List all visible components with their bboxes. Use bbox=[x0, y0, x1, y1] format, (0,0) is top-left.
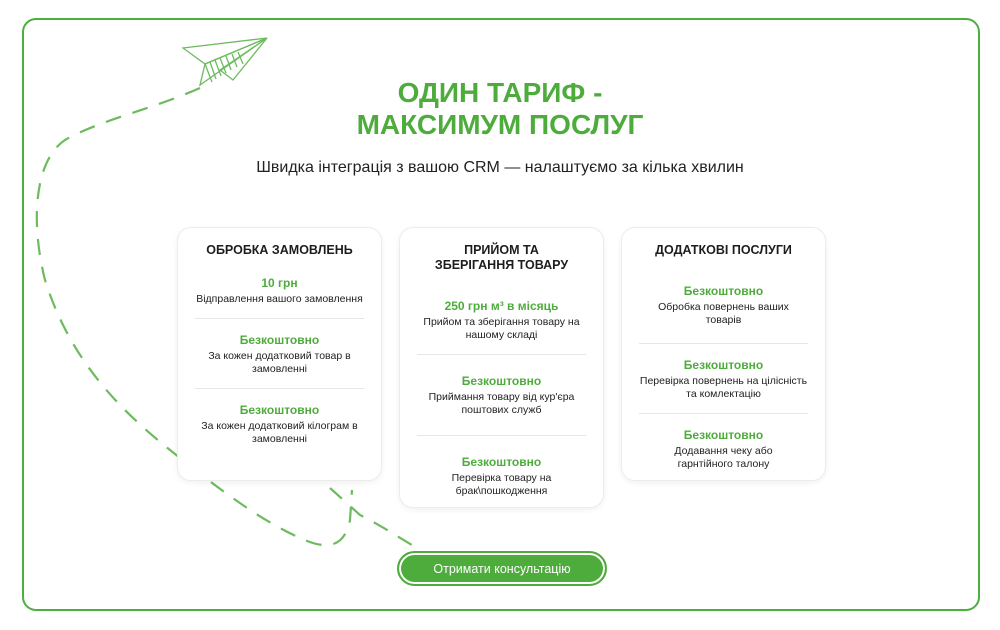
description: Перевірка повернень на цілісність та комлектацію bbox=[639, 375, 808, 400]
list-item bbox=[417, 285, 586, 355]
price: 10 грн bbox=[261, 276, 298, 290]
get-consultation-button[interactable]: Отримати консультацію bbox=[397, 551, 607, 586]
price: Безкоштовно bbox=[683, 284, 764, 298]
page-title bbox=[0, 77, 1000, 141]
price: 250 грн м³ в місяць bbox=[444, 299, 559, 313]
list-item bbox=[417, 355, 586, 436]
title-line-1: ОДИН ТАРИФ - bbox=[397, 77, 603, 108]
list-item bbox=[195, 262, 364, 319]
title-line-2: МАКСИМУМ ПОСЛУГ bbox=[356, 109, 644, 140]
card-storage bbox=[399, 227, 604, 508]
price: Безкоштовно bbox=[683, 428, 764, 442]
list-item bbox=[639, 414, 808, 483]
list-item bbox=[195, 319, 364, 389]
description: Відправлення вашого замовлення bbox=[196, 293, 363, 305]
subtitle: Швидка інтеграція з вашою CRM — налаштуємо за кілька хвилин bbox=[256, 159, 744, 176]
description: Приймання товару від кур'єра поштових служб bbox=[428, 391, 575, 416]
description: Прийом та зберігання товару на нашому складі bbox=[423, 316, 580, 341]
list-item bbox=[639, 344, 808, 414]
list-item bbox=[639, 270, 808, 344]
description: Обробка повернень ваших товарів bbox=[658, 301, 789, 326]
card-additional-services bbox=[621, 227, 826, 481]
price: Безкоштовно bbox=[461, 374, 542, 388]
card-title: ДОДАТКОВІ ПОСЛУГИ bbox=[655, 243, 792, 257]
price: Безкоштовно bbox=[239, 403, 320, 417]
price: Безкоштовно bbox=[683, 358, 764, 372]
description: Додавання чеку або гарнтійного талону bbox=[674, 445, 773, 470]
price: Безкоштовно bbox=[461, 455, 542, 469]
description: За кожен додатковий кілограм в замовленні bbox=[201, 420, 358, 445]
card-title: ПРИЙОМ ТА ЗБЕРІГАННЯ ТОВАРУ bbox=[434, 243, 569, 272]
card-order-processing bbox=[177, 227, 382, 481]
price: Безкоштовно bbox=[239, 333, 320, 347]
card-title: ОБРОБКА ЗАМОВЛЕНЬ bbox=[206, 243, 353, 257]
list-item bbox=[417, 436, 586, 510]
description: Перевірка товару на брак\пошкодження bbox=[451, 472, 552, 497]
description: За кожен додатковий товар в замовленні bbox=[208, 350, 351, 375]
list-item bbox=[195, 389, 364, 458]
